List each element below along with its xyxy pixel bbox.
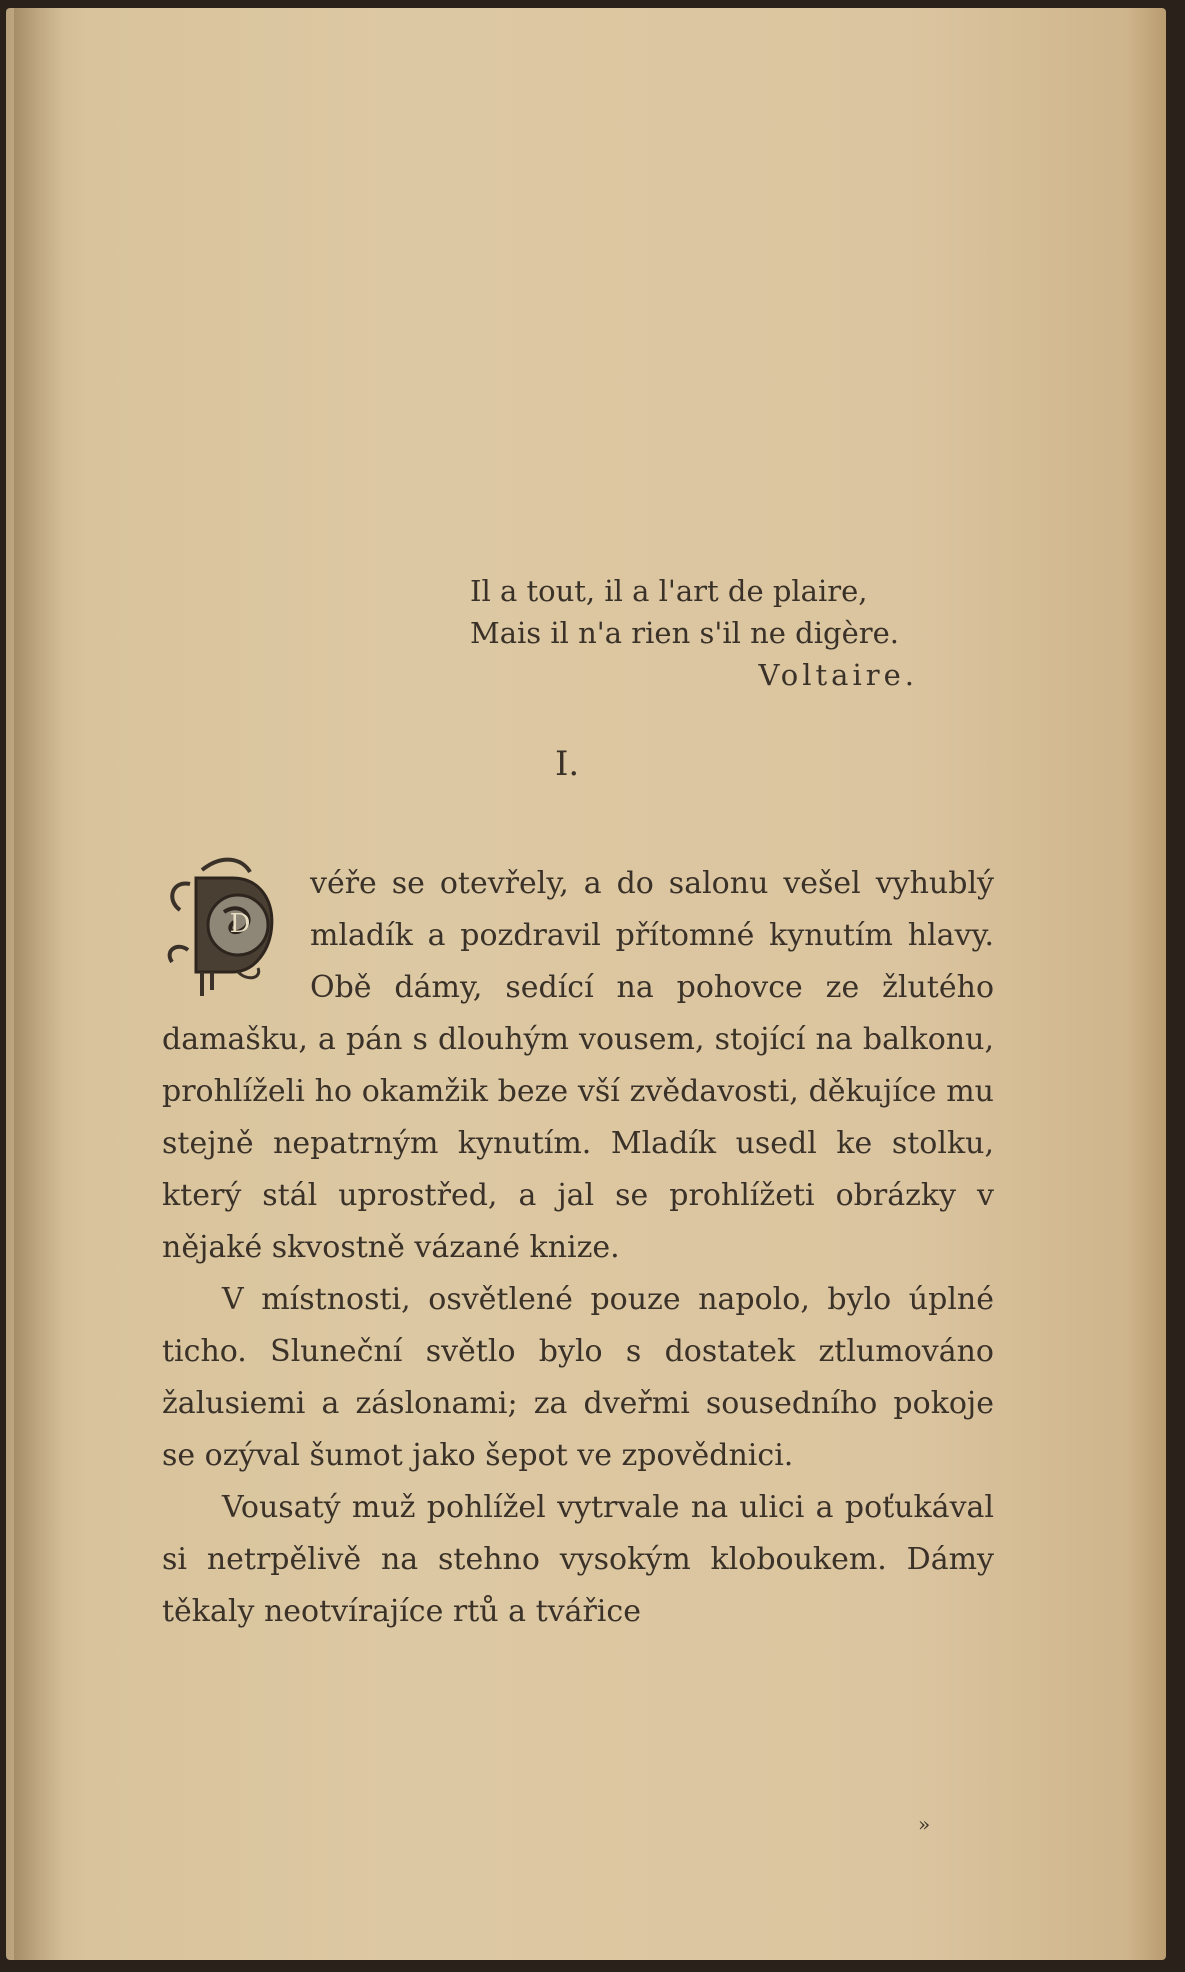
page-gutter-shadow bbox=[14, 8, 62, 1960]
paragraph-3: Vousatý muž pohlížel vytrvale na ulici a poťukával si netrpělivě na stehno vysokým kloboukem. Dámy těkaly neotvírajíce rtů a tvářice bbox=[162, 1490, 994, 1629]
epigraph bbox=[470, 570, 1010, 696]
epigraph-line-2: Mais il n'a rien s'il ne digère. bbox=[470, 616, 899, 650]
decorative-initial-d-icon bbox=[162, 850, 298, 998]
body-text bbox=[162, 858, 994, 1638]
epigraph-author: Voltaire. bbox=[758, 658, 918, 692]
chapter-number: I. bbox=[555, 744, 580, 784]
svg-text:D: D bbox=[229, 909, 251, 939]
paragraph-1 bbox=[162, 858, 994, 1274]
paragraph-2: V místnosti, osvětlené pouze napolo, bylo úplné ticho. Sluneční světlo bylo s dostatek ztlumováno žalusiemi a záslonami; za dveřmi sousedního pokoje se ozýval šumot jako šepot ve zpovědnici. bbox=[162, 1282, 994, 1473]
page-footer-mark: » bbox=[918, 1812, 931, 1836]
epigraph-line-1: Il a tout, il a l'art de plaire, bbox=[470, 574, 868, 608]
paragraph-1-text: véře se otevřely, a do salonu vešel vyhublý mladík a pozdravil přítomné kynutím hlavy. Obě dámy, sedící na pohovce ze žlutého damašku, a pán s dlouhým vousem, stojící na balkonu, prohlíželi ho okamžik beze vší zvědavosti, děkujíce mu stejně nepatrným kynutím. Mladík usedl ke stolku, který stál uprostřed, a jal se prohlížeti obrázky v nějaké skvostně vázané knize. bbox=[162, 866, 994, 1265]
